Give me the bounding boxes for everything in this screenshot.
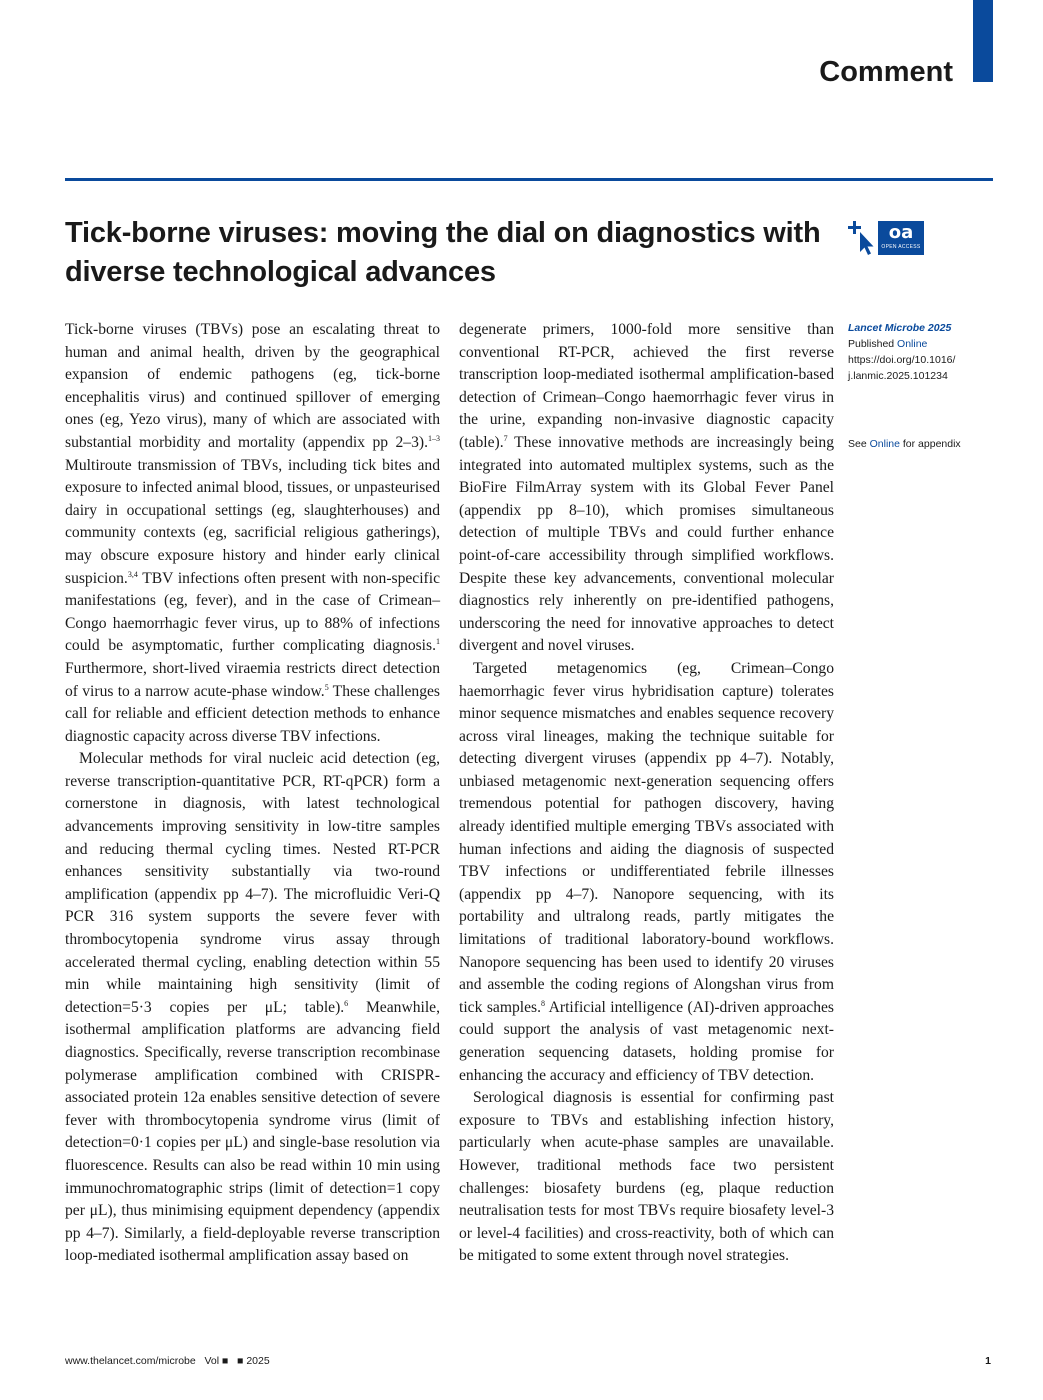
- crossmark-cursor-icon[interactable]: [848, 221, 876, 259]
- published-online-link[interactable]: Online: [897, 338, 928, 350]
- paragraph: Molecular methods for viral nucleic acid detection (eg, reverse transcription-quantitative PCR, RT-qPCR) form a cornerstone in diagnosis, with latest technological advancements improving sensitivity in low-titre samples and reducing thermal cycling times. Nested RT-PCR enhances sensitivity substantially via two-round amplification (appendix pp 4–7). The microfluidic Veri-Q PCR 316 system supports the severe fever with thrombocytopenia syndrome virus assay through accelerated thermal cycling, enabling detection within 55 min while maintaining high sensitivity (limit of detection=5·3 copies per μL; table).$^6$ Meanwhile, isothermal amplification platforms are advancing field diagnostics. Specifically, reverse transcription recombinase polymerase amplification combined with CRISPR-associated protein 12a enables sensitive detection of severe fever with thrombocytopenia syndrome virus (limit of detection=0·1 copies per μL) and single-base resolution via fluorescence. Results can also be read within 10 min using immunochromatographic strips (limit of detection=1 copy per μL), thus minimising equipment dependency (appendix pp 4–7). Similarly, a field-deployable reverse transcription loop-mediated isothermal amplification assay based on: [65, 750, 440, 1265]
- doi-line-2[interactable]: j.lanmic.2025.101234: [848, 370, 948, 382]
- footer-journal-url[interactable]: www.thelancet.com/microbe Vol ■ ■ 2025: [65, 1355, 270, 1367]
- citation-ref[interactable]: 3,4: [127, 569, 138, 579]
- citation-ref[interactable]: 1–3: [428, 433, 440, 443]
- body-column-right: [459, 319, 834, 1268]
- citation-ref[interactable]: 7: [503, 433, 508, 443]
- journal-citation: Lancet Microbe 2025: [848, 322, 952, 334]
- page-number: 1: [985, 1355, 991, 1367]
- publication-info: [848, 320, 988, 384]
- citation-ref[interactable]: 8: [541, 998, 546, 1008]
- published-line: Published Online: [848, 338, 928, 350]
- citation-ref[interactable]: 6: [344, 998, 349, 1008]
- citation-ref[interactable]: 5: [324, 682, 329, 692]
- oa-label: oa: [888, 222, 914, 243]
- appendix-online-link[interactable]: Online: [869, 438, 900, 450]
- open-access-badge: [878, 221, 924, 255]
- section-color-tab: [973, 0, 993, 82]
- header-rule: [65, 178, 993, 181]
- appendix-note: See Online for appendix: [848, 438, 961, 450]
- body-column-left: [65, 319, 440, 1268]
- doi-line-1[interactable]: https://doi.org/10.1016/: [848, 354, 956, 366]
- paragraph: Targeted metagenomics (eg, Crimean–Congo haemorrhagic fever virus hybridisation capture) tolerates minor sequence mismatches and enables sequence recovery across viral lineages, making the technique suitable for detecting divergent viruses (appendix pp 4–7). Notably, unbiased metagenomic next-generation sequencing offers tremendous potential for pathogen discovery, having already identified multiple emerging TBVs associated with human infections and aiding the diagnosis of suspected TBV infections or undifferentiated febrile illnesses (appendix pp 4–7). Nanopore sequencing, with its portability and ultralong reads, partly mitigates the limitations of traditional laboratory-bound workflows. Nanopore sequencing has been used to identify 20 viruses and assemble the coding regions of Alongshan virus from tick samples.$^8$ Artificial intelligence (AI)-driven approaches could support the analysis of vast metagenomic next-generation sequencing datasets, holding promise for enhancing the accuracy and efficiency of TBV detection.: [459, 659, 834, 1084]
- oa-sublabel: OPEN ACCESS: [881, 244, 921, 250]
- section-label: Comment: [819, 56, 953, 88]
- citation-ref[interactable]: 1: [436, 637, 440, 647]
- paragraph: degenerate primers, 1000-fold more sensitive than conventional RT-PCR, achieved the first reverse transcription loop-mediated isothermal amplification-based detection of Crimean–Congo haemorrhagic fever virus in the urine, expanding non-invasive diagnostic capacity (table).$^7$ These innovative methods are increasingly being integrated into automated multiplex systems, such as the BioFire FilmArray system with its Global Fever Panel (appendix pp 8–10), which promises simultaneous detection of multiple TBVs and could further enhance point-of-care accessibility through simplified workflows. Despite these key advancements, conventional molecular diagnostics rely inherently on pre-identified pathogens, underscoring the need for innovative approaches to detect divergent and novel viruses.: [459, 321, 834, 655]
- paragraph: Tick-borne viruses (TBVs) pose an escalating threat to human and animal health, driven by the geographical expansion of endemic pathogens (eg, tick-borne encephalitis virus) and continued spillover of emerging ones (eg, Yezo virus), many of which are associated with substantial morbidity and mortality (appendix pp 2–3).$^{1-3}$ Multiroute transmission of TBVs, including tick bites and exposure to infected animal blood, tissues, or unpasteurised dairy in occupational settings (eg, slaughterhouses) and community contexts (eg, sacrificial religious gatherings), may obscure exposure history and hinder early clinical suspicion.$^{3,4}$ TBV infections often present with non-specific manifestations (eg, fever), and in the case of Crimean–Congo haemorrhagic fever virus, up to 88% of infections could be asymptomatic, further complicating diagnosis.$^1$ Furthermore, short-lived viraemia restricts direct detection of virus to a narrow acute-phase window.$^5$ These challenges call for reliable and efficient detection methods to enhance diagnostic capacity across diverse TBV infections.: [65, 321, 440, 745]
- article-title: Tick-borne viruses: moving the dial on diagnostics with diverse technological advances: [65, 217, 821, 288]
- access-badges: [848, 221, 928, 259]
- paragraph: Serological diagnosis is essential for confirming past exposure to TBVs and establishing infection history, particularly when acute-phase samples are unavailable. However, traditional methods face two persistent challenges: biosafety burdens (eg, plaque reduction neutralisation tests for most TBVs require biosafety level-3 or level-4 facilities) and cross-reactivity, both of which can be mitigated to some extent through novel strategies.: [459, 1089, 834, 1265]
